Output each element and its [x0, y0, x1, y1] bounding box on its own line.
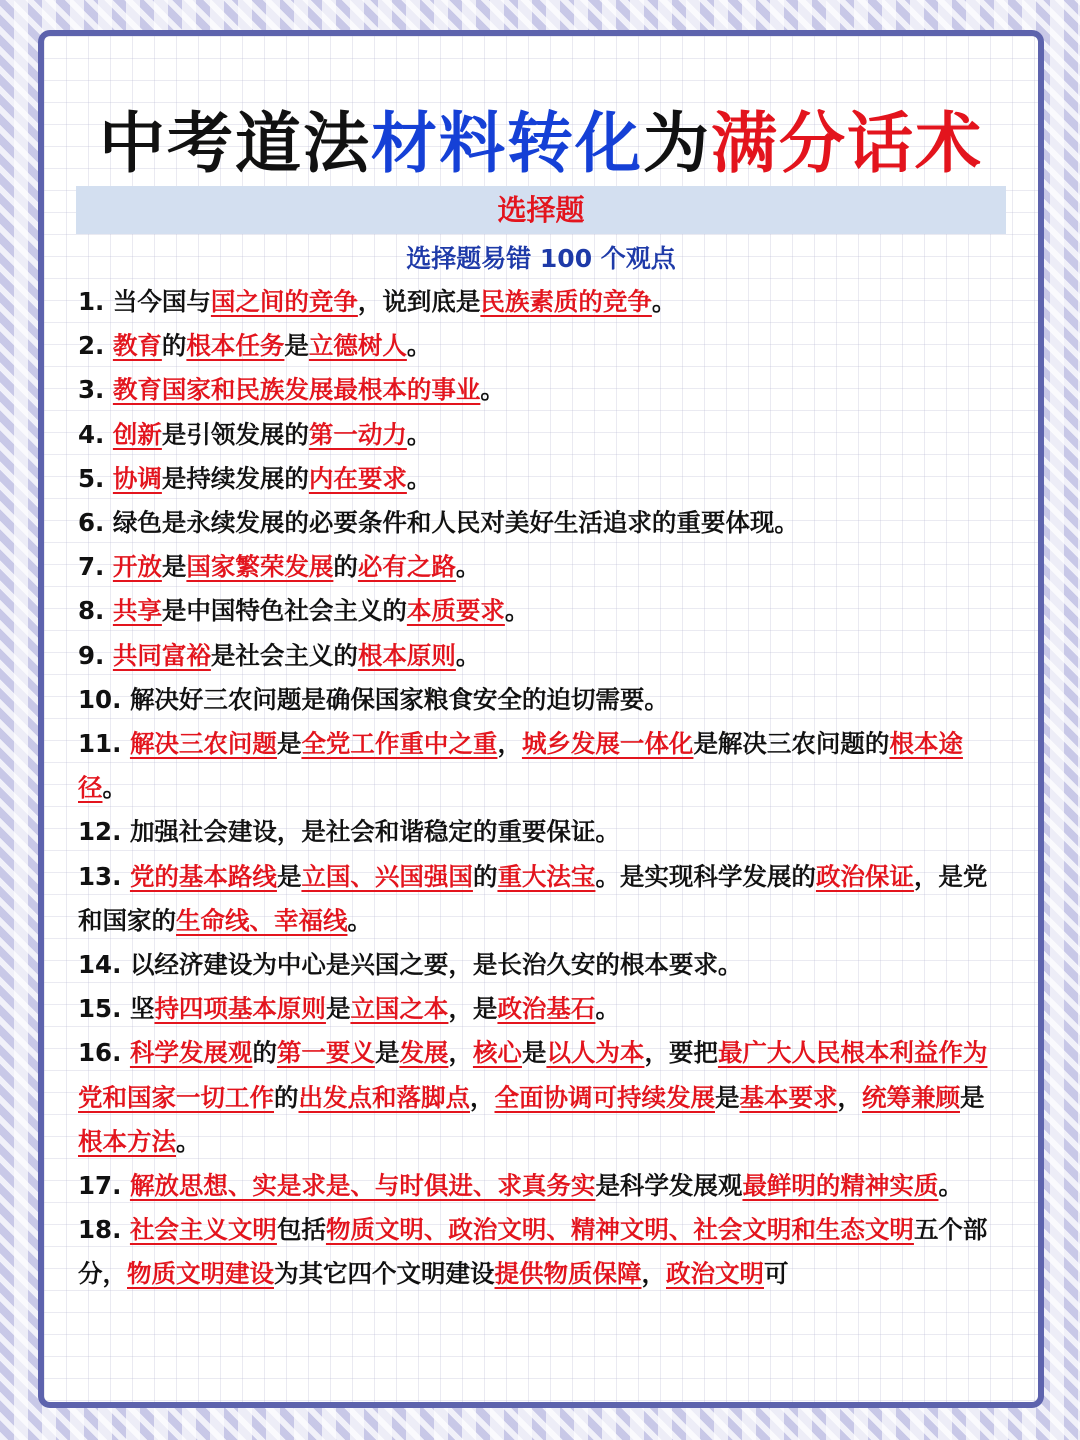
key-phrase: 出发点和落脚点 [298, 1082, 470, 1112]
key-phrase: 立德树人 [308, 331, 407, 361]
item-number: 4. [78, 419, 113, 449]
list-item [78, 457, 1008, 501]
item-text: ，说到底是 [357, 287, 481, 316]
key-phrase: 核心 [472, 1038, 522, 1068]
item-text: 以经济建设为中心是兴国之要，是长治久安的根本要求。 [129, 950, 743, 980]
section-subtitle: 选择题易错 100 个观点 [406, 244, 676, 273]
item-text: ，是 [448, 994, 498, 1024]
list-item [78, 501, 1008, 545]
item-text: 。 [406, 419, 432, 449]
item-text: 的 [161, 331, 187, 361]
key-phrase: 根本方法 [78, 1126, 176, 1156]
key-phrase: 协调 [112, 463, 162, 493]
list-item [78, 678, 1008, 722]
key-phrase: 国家繁荣发展 [186, 552, 334, 582]
item-text: 是持续发展的 [161, 463, 309, 493]
item-text: 是引领发展的 [161, 419, 309, 449]
item-number: 18. [78, 1215, 130, 1245]
key-phrase: 基本要求 [739, 1082, 838, 1112]
key-phrase: 第一要义 [276, 1038, 375, 1068]
list-item [78, 810, 1008, 854]
item-text: 坚 [129, 994, 155, 1024]
item-text: 是 [161, 552, 187, 582]
key-phrase: 物质文明、政治文明、精神文明、社会文明和生态文明 [325, 1215, 914, 1245]
key-phrase: 最鲜明的精神实质 [742, 1171, 939, 1201]
key-phrase: 政治文明 [666, 1259, 764, 1289]
list-item [78, 280, 1008, 324]
title-part-black-2: 为 [643, 105, 711, 182]
key-phrase: 根本原则 [357, 640, 456, 670]
item-text: ，是党和国家的 [78, 861, 988, 935]
item-text: 。 [176, 1126, 201, 1156]
item-number: 14. [78, 950, 130, 980]
item-text: 绿色是永续发展的必要条件和人民对美好生活追求的重要体现。 [112, 508, 799, 538]
key-phrase: 解决三农问题 [129, 729, 277, 759]
key-phrase: 全面协调可持续发展 [494, 1082, 715, 1112]
section-header: 选择题 [76, 186, 1006, 234]
item-text: 。 [651, 287, 677, 316]
item-text: ， [641, 1259, 666, 1289]
item-number: 15. [78, 994, 130, 1024]
item-text: 。 [406, 331, 432, 361]
item-number: 11. [78, 729, 130, 759]
item-text: 为其它四个文明建设 [274, 1259, 495, 1289]
key-phrase: 立国、兴国强国 [301, 861, 473, 891]
item-number: 7. [78, 552, 113, 582]
item-number: 10. [78, 684, 130, 714]
item-text: 五个部分， [78, 1215, 988, 1289]
item-text: 。 [347, 905, 372, 935]
item-text: 是解决三农问题的 [693, 729, 890, 759]
key-phrase: 提供物质保障 [494, 1259, 642, 1289]
list-item [78, 368, 1008, 412]
key-phrase: 重大法宝 [497, 861, 596, 891]
item-text: 是科学发展观 [595, 1171, 743, 1201]
item-text: 是 [284, 331, 309, 361]
key-phrase: 共同富裕 [112, 640, 211, 670]
item-text: 当今国与 [112, 287, 211, 316]
title-part-black: 中考道法 [99, 105, 371, 182]
item-text: ， [448, 1038, 473, 1068]
key-phrase: 最广大人民根本利益作为党和国家一切工作 [78, 1038, 988, 1112]
item-text: ，要把 [644, 1038, 718, 1068]
key-phrase: 以人为本 [546, 1038, 645, 1068]
key-phrase: 必有之路 [357, 552, 456, 582]
key-phrase: 开放 [112, 552, 162, 582]
list-item [78, 324, 1008, 368]
list-item [78, 634, 1008, 678]
item-number: 17. [78, 1171, 130, 1201]
title-part-red: 满分话术 [711, 105, 983, 182]
item-text: 是 [276, 729, 302, 759]
item-text: 是 [521, 1038, 547, 1068]
page-title [44, 90, 1038, 185]
key-phrase: 立国之本 [350, 994, 449, 1024]
item-text: 。 [455, 552, 481, 582]
item-text: 是社会主义的 [210, 640, 358, 670]
key-phrase: 持四项基本原则 [154, 994, 326, 1024]
list-item [78, 1164, 1008, 1208]
key-phrase: 政治基石 [497, 994, 596, 1024]
key-phrase: 民族素质的竞争 [480, 287, 652, 316]
item-text: 包括 [276, 1215, 326, 1245]
key-phrase: 内在要求 [308, 463, 407, 493]
list-item [78, 722, 1008, 810]
item-text: ， [837, 1082, 862, 1112]
key-phrase: 本质要求 [406, 596, 505, 626]
item-text: 的 [472, 861, 498, 891]
item-text: 是 [325, 994, 351, 1024]
key-phrase: 党的基本路线 [129, 861, 277, 891]
key-phrase: 社会主义文明 [129, 1215, 277, 1245]
key-phrase: 物质文明建设 [127, 1259, 274, 1289]
item-text: 是 [374, 1038, 400, 1068]
list-item [78, 987, 1008, 1031]
item-number: 6. [78, 508, 113, 538]
list-item [78, 413, 1008, 457]
item-text: ， [497, 729, 522, 759]
key-phrase: 根本途径 [78, 729, 963, 803]
item-text: 加强社会建设，是社会和谐稳定的重要保证。 [129, 817, 620, 847]
list-item [78, 545, 1008, 589]
key-phrase: 生命线、幸福线 [176, 905, 348, 935]
key-phrase: 教育国家和民族发展最根本的事业 [112, 375, 481, 405]
key-phrase: 政治保证 [815, 861, 914, 891]
item-number: 16. [78, 1038, 130, 1068]
item-number: 1. [78, 287, 113, 316]
item-text: 的 [252, 1038, 277, 1068]
key-phrase: 国之间的竞争 [210, 287, 358, 316]
key-phrase: 发展 [399, 1038, 449, 1068]
item-text: 可 [764, 1259, 789, 1289]
item-number: 5. [78, 463, 113, 493]
list-item [78, 1208, 1008, 1296]
key-phrase: 解放思想、实是求是、与时俱进、求真务实 [129, 1171, 596, 1201]
key-phrase: 统筹兼顾 [862, 1082, 960, 1112]
content-card [38, 30, 1044, 1408]
key-phrase: 城乡发展一体化 [521, 729, 694, 759]
key-phrase: 教育 [112, 331, 162, 361]
item-text: 解决好三农问题是确保国家粮食安全的迫切需要。 [129, 684, 669, 714]
item-text: 。 [406, 463, 432, 493]
item-text: 。 [504, 596, 530, 626]
item-text: 的 [333, 552, 358, 582]
item-text: 。 [938, 1171, 963, 1201]
item-number: 2. [78, 331, 113, 361]
list-item [78, 855, 1008, 943]
item-text: 是 [715, 1082, 740, 1112]
item-number: 9. [78, 640, 113, 670]
key-phrase: 科学发展观 [129, 1038, 253, 1068]
point-list [78, 280, 1008, 1297]
item-text: 是 [960, 1082, 985, 1112]
item-number: 12. [78, 817, 130, 847]
list-item [78, 943, 1008, 987]
key-phrase: 全党工作重中之重 [301, 729, 498, 759]
item-number: 3. [78, 375, 113, 405]
title-part-blue: 材料转化 [371, 105, 643, 182]
key-phrase: 第一动力 [308, 419, 407, 449]
item-text: 。 [595, 994, 620, 1024]
item-text: ， [470, 1082, 495, 1112]
item-text: 。是实现科学发展的 [595, 861, 816, 891]
key-phrase: 创新 [112, 419, 162, 449]
item-text: 是 [276, 861, 302, 891]
item-text: 。 [102, 773, 127, 803]
item-number: 13. [78, 861, 130, 891]
key-phrase: 共享 [112, 596, 162, 626]
item-text: 。 [455, 640, 481, 670]
item-number: 8. [78, 596, 113, 626]
item-text: 是中国特色社会主义的 [161, 596, 407, 626]
item-text: 。 [480, 375, 505, 405]
list-item [78, 1031, 1008, 1164]
key-phrase: 根本任务 [186, 331, 285, 361]
item-text: 的 [274, 1082, 299, 1112]
list-item [78, 589, 1008, 633]
